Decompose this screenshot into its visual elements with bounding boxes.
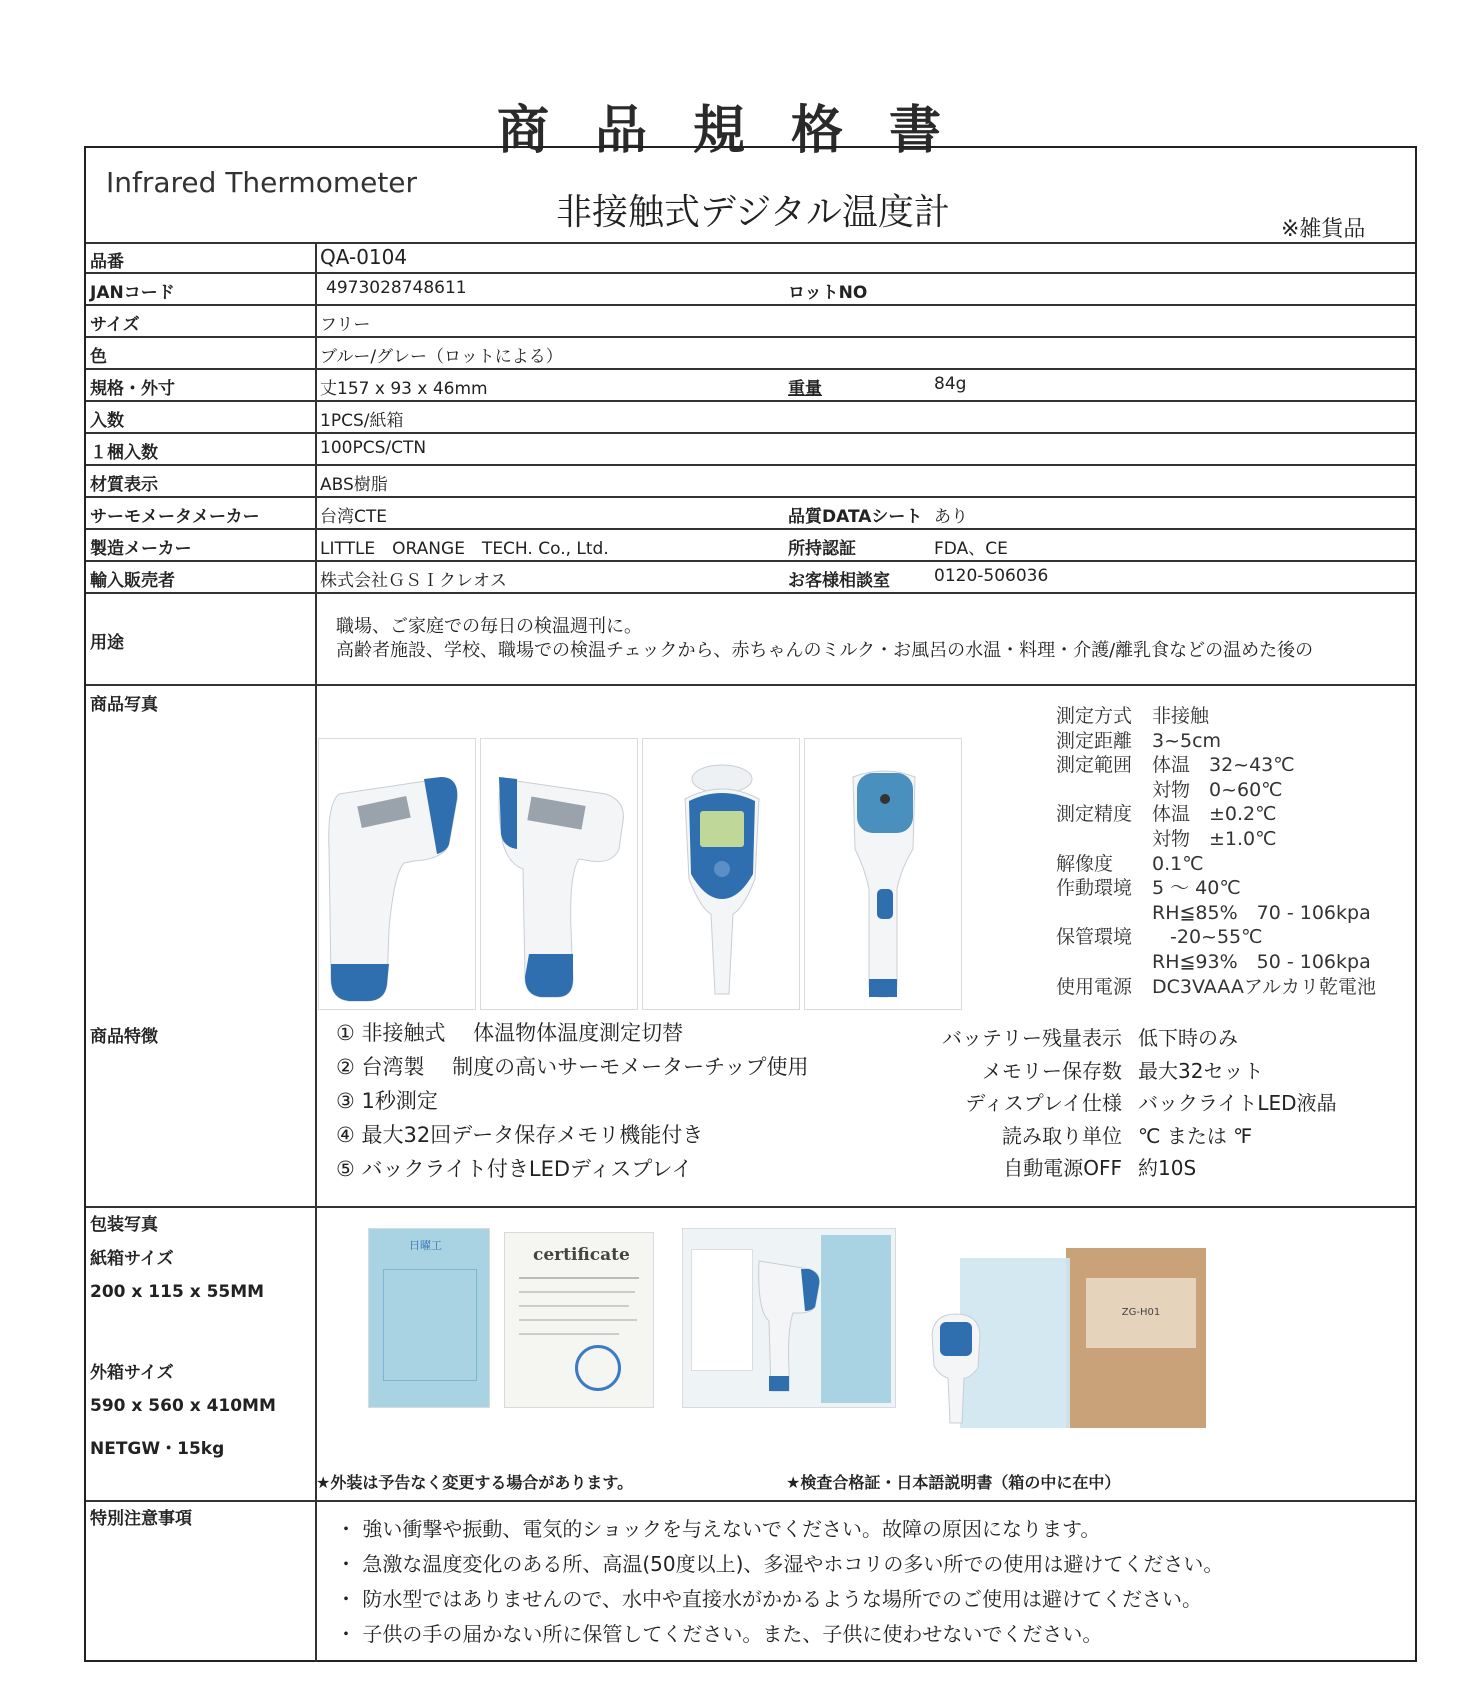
feature-item: ① 非接触式 体温物体温度測定切替 (336, 1021, 684, 1045)
lot-number-label: ロットNO (788, 283, 868, 303)
material-value: ABS樹脂 (320, 475, 388, 495)
feature-spec-list (926, 1022, 1337, 1185)
dimensions-value: 丈157 x 93 x 46mm (320, 379, 488, 399)
net-gross-weight: NETGW・15kg (90, 1439, 225, 1459)
outer-size-value: 590 x 560 x 410MM (90, 1396, 276, 1416)
jan-value: 4973028748611 (326, 278, 467, 298)
row-label-usage: 用途 (90, 633, 124, 653)
thermometer-maker-value: 台湾CTE (320, 507, 387, 527)
certification-label: 所持認証 (788, 539, 856, 559)
row-label-thermometer-maker: サーモメータメーカー (90, 507, 260, 527)
row-label-dimensions: 規格・外寸 (90, 379, 175, 399)
spec-row: 対物 0~60℃ (1152, 778, 1283, 801)
spec-sheet (84, 146, 1417, 1662)
caution-item: ・ 強い衝撃や振動、電気的ショックを与えないでください。故障の原因になります。 (336, 1517, 1101, 1541)
outer-size-label: 外箱サイズ (90, 1363, 174, 1383)
feature-item: ② 台湾製 制度の高いサーモメーターチップ使用 (336, 1055, 809, 1079)
row-label-product-photo: 商品写真 (90, 695, 158, 715)
color-value: ブルー/グレー（ロットによる） (320, 347, 563, 367)
quality-sheet-value: あり (934, 507, 968, 527)
product-photo-side-1 (318, 738, 476, 1010)
weight-value: 84g (934, 374, 967, 394)
row-label-jan: JANコード (90, 283, 175, 303)
row-label-manufacturer: 製造メーカー (90, 539, 192, 559)
manufacturer-value: LITTLE ORANGE TECH. Co., Ltd. (320, 539, 609, 559)
caution-list (336, 1512, 1223, 1652)
usage-line-1: 職場、ご家庭での毎日の検温週刊に。 (336, 616, 642, 637)
spec-row: RH≦85% 70 - 106kpa (1152, 901, 1371, 924)
packaging-change-note: ★外装は予告なく変更する場合があります。 (316, 1473, 634, 1492)
spec-row: 測定範囲 体温 32~43℃ (1056, 754, 1295, 777)
caution-item: ・ 防水型ではありませんので、水中や直接水がかかるような場所でのご使用は避けてください。 (336, 1587, 1202, 1611)
certificate-seal-icon (575, 1345, 621, 1391)
certification-value: FDA、CE (934, 539, 1008, 559)
japanese-product-name: 非接触式デジタル温度計 (556, 192, 950, 233)
quality-sheet-label: 品質DATAシート (788, 507, 923, 527)
box-size-value: 200 x 115 x 55MM (90, 1282, 265, 1302)
carton-photo: ZG-H01 (916, 1238, 1216, 1438)
spec-list (1056, 704, 1376, 999)
box-size-label: 紙箱サイズ (90, 1249, 174, 1269)
row-label-case-quantity: １梱入数 (90, 443, 158, 463)
feature-spec-row: 読み取り単位 ℃ または ℉ (1002, 1123, 1253, 1148)
feature-list (336, 1016, 809, 1186)
spec-row: 測定精度 体温 ±0.2℃ (1056, 803, 1277, 826)
packaged-device-photo (682, 1228, 896, 1408)
feature-item: ⑤ バックライト付きLEDディスプレイ (336, 1157, 693, 1181)
row-label-size: サイズ (90, 315, 140, 335)
product-photo-front (642, 738, 800, 1010)
row-label-part-number: 品番 (90, 252, 124, 272)
feature-item: ④ 最大32回データ保存メモリ機能付き (336, 1123, 704, 1147)
spec-row: 測定距離 3~5cm (1056, 729, 1222, 752)
english-product-name: Infrared Thermometer (106, 166, 418, 199)
quantity-value: 1PCS/紙箱 (320, 411, 404, 431)
case-quantity-value: 100PCS/CTN (320, 438, 427, 458)
caution-item: ・ 子供の手の届かない所に保管してください。また、子供に使わせないでください。 (336, 1622, 1103, 1646)
row-label-features: 商品特徴 (90, 1027, 158, 1047)
importer-value: 株式会社ＧＳＩクレオス (320, 571, 507, 591)
customer-support-label: お客様相談室 (788, 571, 890, 591)
spec-row: 使用電源 DC3VAAAアルカリ乾電池 (1056, 975, 1377, 998)
row-label-quantity: 入数 (90, 411, 124, 431)
package-box-photo: 日曜工 (368, 1228, 490, 1408)
row-label-packaging: 包装写真 (90, 1215, 158, 1235)
spec-row: 解像度 0.1℃ (1056, 852, 1204, 875)
product-photo-side-2 (480, 738, 638, 1010)
manual-included-note: ★検査合格証・日本語説明書（箱の中に在中） (786, 1473, 1121, 1492)
row-label-importer: 輸入販売者 (90, 571, 175, 591)
usage-line-2: 高齢者施設、学校、職場での検温チェックから、赤ちゃんのミルク・お風呂の水温・料理・介護/離乳食などの温めた後の (336, 640, 1314, 661)
row-label-cautions: 特別注意事項 (90, 1509, 192, 1529)
spec-row: 測定方式 非接触 (1056, 705, 1210, 727)
row-label-color: 色 (90, 347, 107, 367)
feature-spec-row: メモリー保存数 最大32セット (982, 1058, 1264, 1083)
row-label-material: 材質表示 (90, 475, 158, 495)
product-photo-back (804, 738, 962, 1010)
spec-row: 対物 ±1.0℃ (1152, 827, 1277, 850)
feature-spec-row: ディスプレイ仕様 バックライトLED液晶 (965, 1091, 1337, 1115)
size-value: フリー (320, 315, 371, 335)
spec-row: 保管環境 -20~55℃ (1056, 926, 1263, 949)
caution-item: ・ 急激な温度変化のある所、高温(50度以上)、多湿やホコリの多い所での使用は避けてください。 (336, 1552, 1224, 1576)
feature-spec-row: 自動電源OFF 約10S (1003, 1156, 1197, 1180)
document-title: 商品規格書 (496, 101, 987, 161)
certificate-photo: certificate (504, 1232, 654, 1408)
weight-label: 重量 (788, 379, 822, 399)
category-note: ※雑貨品 (1281, 217, 1366, 242)
feature-spec-row: バッテリー残量表示 低下時のみ (942, 1026, 1238, 1050)
feature-item: ③ 1秒測定 (336, 1089, 438, 1113)
part-number-value: QA-0104 (320, 245, 408, 269)
spec-row: 作動環境 5 ～ 40℃ (1056, 877, 1241, 900)
spec-row: RH≦93% 50 - 106kpa (1152, 950, 1371, 973)
customer-support-value: 0120-506036 (934, 566, 1049, 586)
